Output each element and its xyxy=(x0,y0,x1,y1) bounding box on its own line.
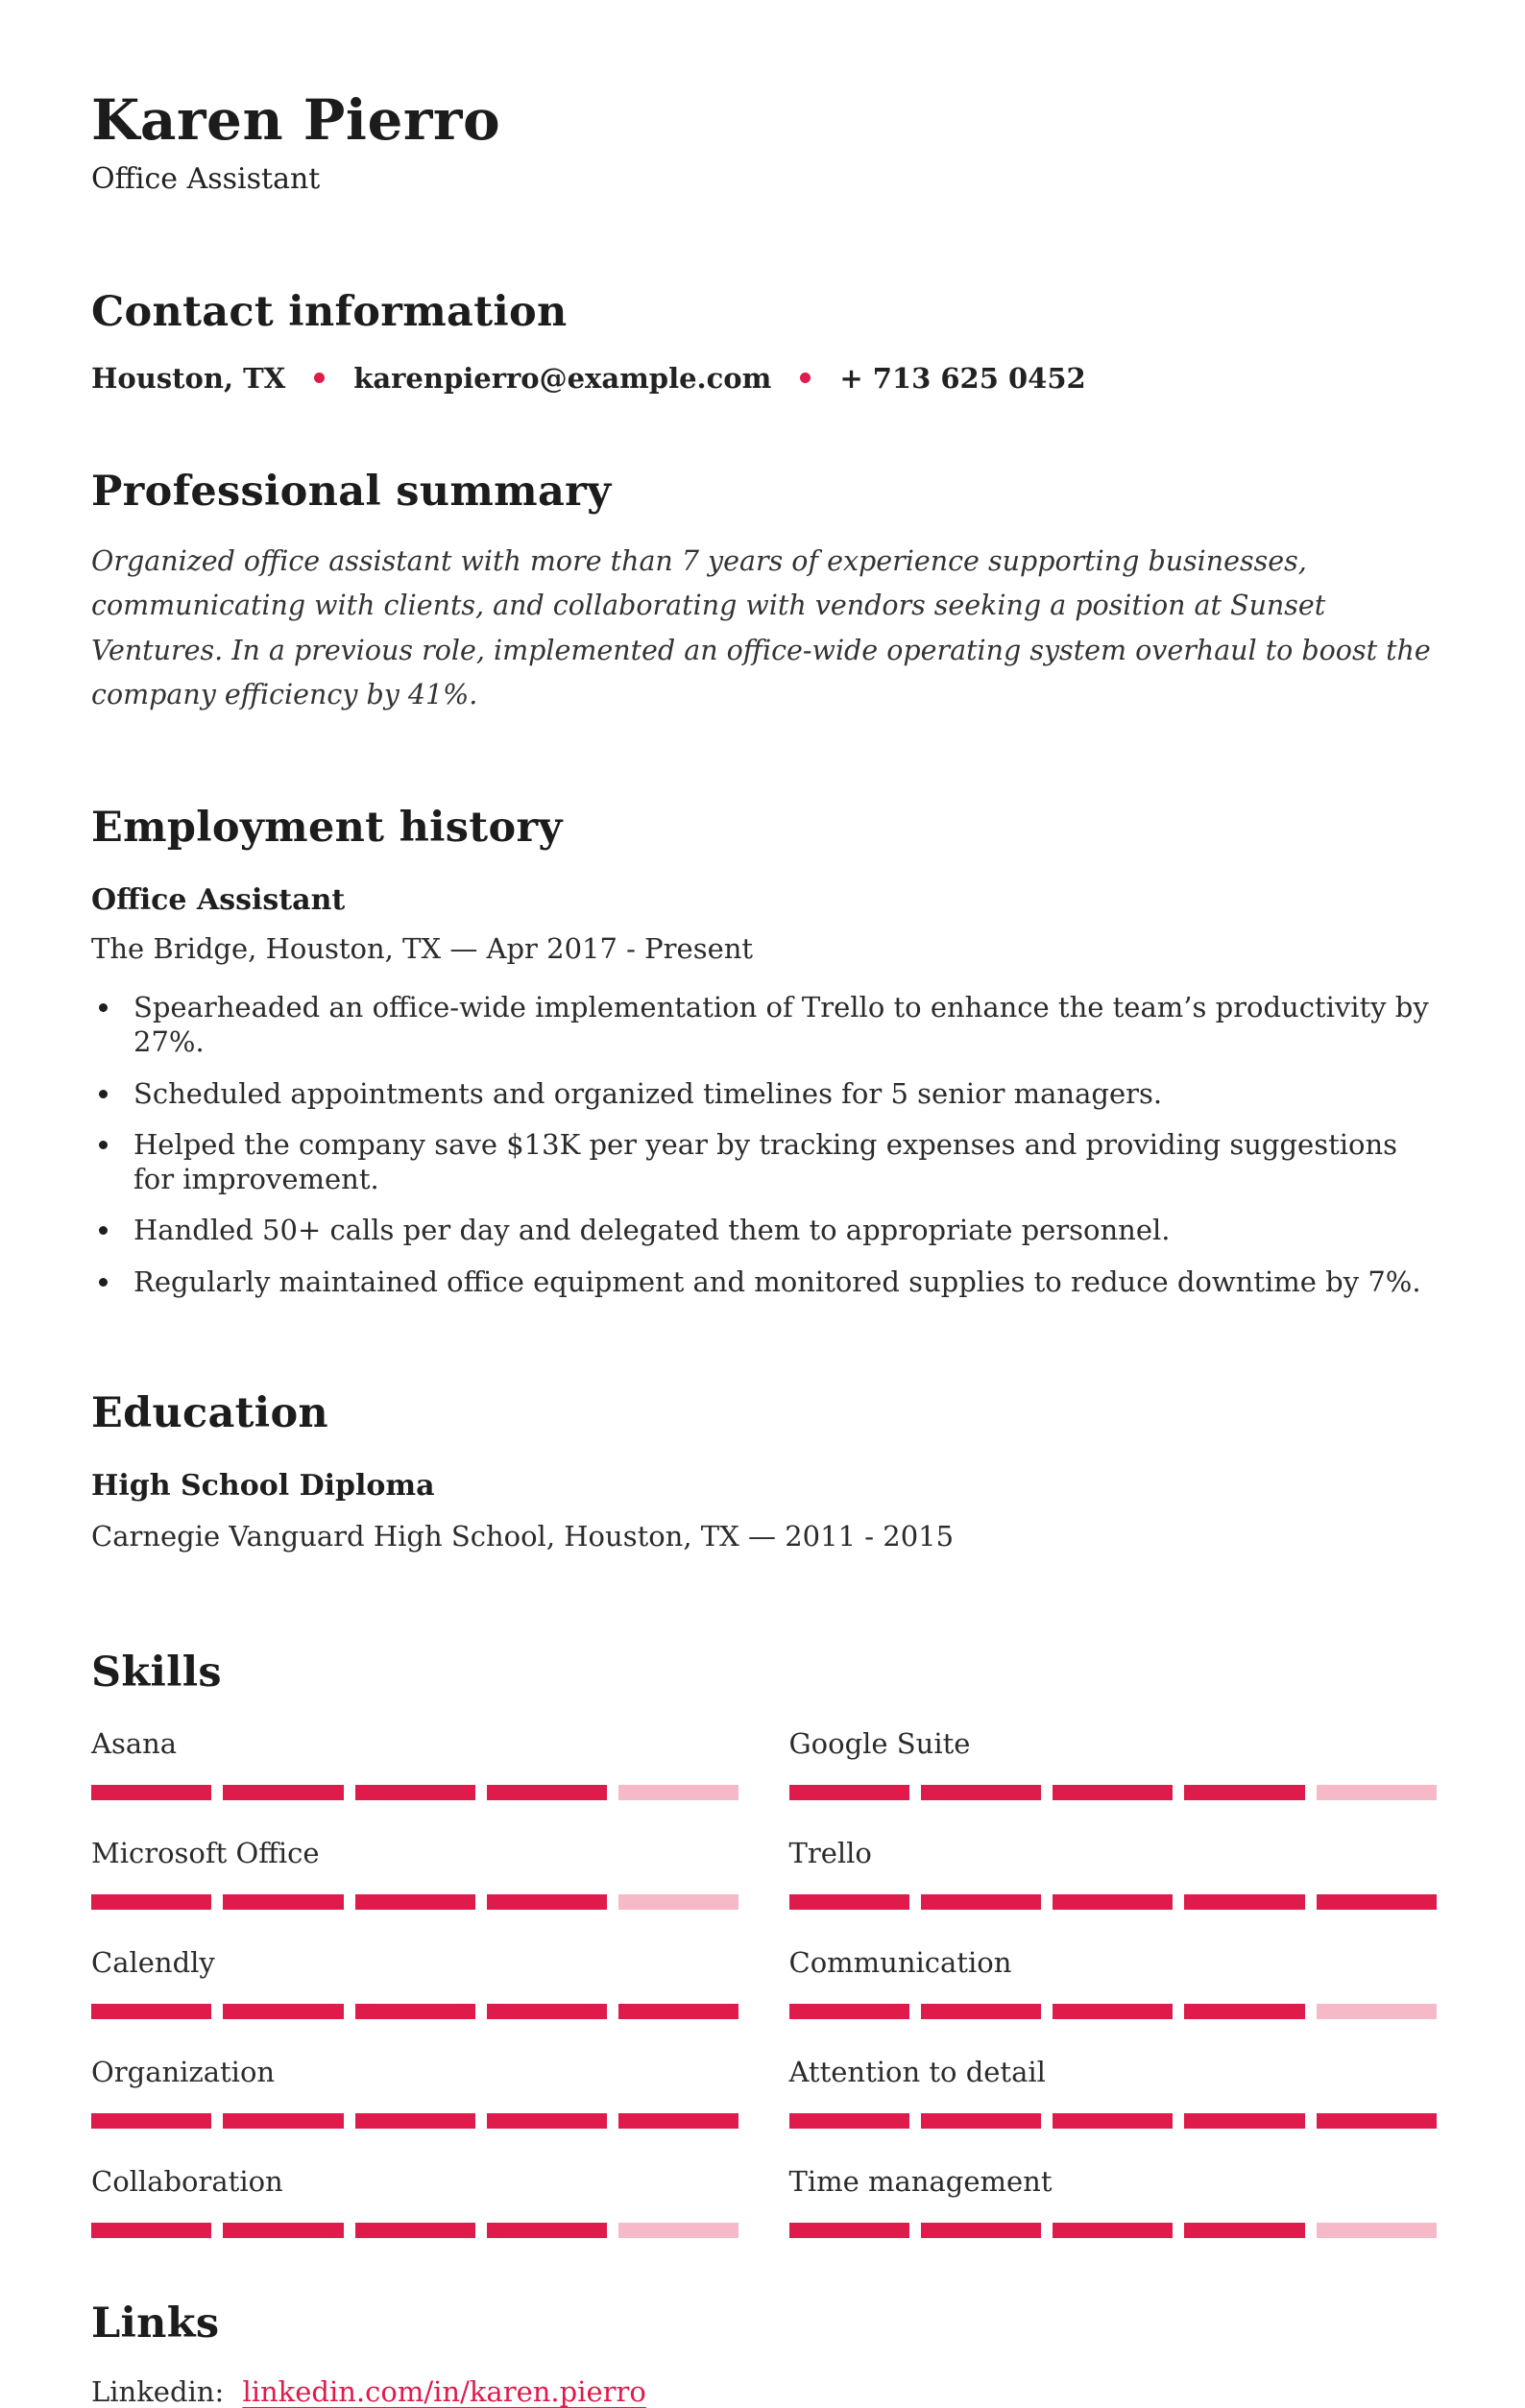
skill-segment-filled xyxy=(487,2223,607,2238)
skill-segment-filled xyxy=(91,2004,211,2019)
skill-level-bar xyxy=(789,1785,1438,1800)
skill-segment-filled xyxy=(921,2113,1041,2129)
job-bullet: Helped the company save $13K per year by tracking expenses and providing suggestions for improvement. xyxy=(133,1127,1437,1197)
skill-segment-filled xyxy=(789,2223,909,2238)
education-heading: Education xyxy=(91,1388,328,1437)
skill-item xyxy=(789,1946,1438,2019)
skill-segment-filled xyxy=(1184,2223,1304,2238)
skill-item xyxy=(789,1837,1438,1910)
skill-segment-filled xyxy=(223,2223,343,2238)
links-heading: Links xyxy=(91,2299,220,2348)
contact-heading: Contact information xyxy=(91,287,568,336)
skill-segment-filled xyxy=(91,2223,211,2238)
skill-segment-filled xyxy=(91,1785,211,1800)
skill-segment-filled xyxy=(1053,1894,1173,1910)
skill-segment-filled xyxy=(921,2004,1041,2019)
person-job-title: Office Assistant xyxy=(91,161,321,196)
skill-level-bar xyxy=(789,1894,1438,1910)
employment-heading: Employment history xyxy=(91,803,563,852)
skill-segment-filled xyxy=(223,2004,343,2019)
skill-segment-empty xyxy=(618,1894,738,1910)
skill-item xyxy=(91,1727,739,1800)
person-name: Karen Pierro xyxy=(91,87,501,153)
resume-header xyxy=(91,88,1437,196)
skill-segment-filled xyxy=(789,2004,909,2019)
skill-name: Google Suite xyxy=(788,1726,971,1760)
skills-grid xyxy=(91,1727,1437,2238)
skill-level-bar xyxy=(91,1785,739,1800)
skill-level-bar xyxy=(91,2113,739,2129)
link-label: Linkedin: xyxy=(91,2374,225,2408)
skill-name: Attention to detail xyxy=(788,2055,1046,2088)
contact-section xyxy=(91,287,1437,395)
skill-segment-filled xyxy=(1053,2113,1173,2129)
skill-level-bar xyxy=(789,2223,1438,2238)
skill-segment-empty xyxy=(1317,2004,1437,2019)
job-bullets xyxy=(91,990,1437,1299)
skill-item xyxy=(789,2165,1438,2238)
skill-name: Collaboration xyxy=(91,2164,283,2198)
skill-level-bar xyxy=(91,1894,739,1910)
skills-heading: Skills xyxy=(91,1649,222,1698)
job-meta: The Bridge, Houston, TX — Apr 2017 - Present xyxy=(91,932,754,966)
summary-heading: Professional summary xyxy=(91,467,612,516)
skill-name: Communication xyxy=(788,1945,1012,1979)
job-bullet: Handled 50+ calls per day and delegated them to appropriate personnel. xyxy=(133,1213,1437,1247)
skill-segment-filled xyxy=(355,1894,475,1910)
skill-segment-filled xyxy=(91,1894,211,1910)
summary-section xyxy=(91,467,1437,717)
skill-segment-filled xyxy=(355,2113,475,2129)
skill-segment-filled xyxy=(487,2113,607,2129)
skill-segment-filled xyxy=(618,2113,738,2129)
skill-name: Time management xyxy=(788,2164,1053,2198)
skill-segment-empty xyxy=(1317,2223,1437,2238)
dot-separator-icon xyxy=(314,373,325,383)
skill-segment-filled xyxy=(1184,1894,1304,1910)
skill-segment-filled xyxy=(789,1894,909,1910)
skill-segment-filled xyxy=(223,1894,343,1910)
summary-text: Organized office assistant with more than 7 years of experience supporting businesses, communicating with clients, and collaborating with vendors seeking a position at Sunset Ventures. In a previous role, implemented an office-wide operating system overhaul to boost the company efficiency by 41%. xyxy=(91,545,1431,710)
skill-segment-filled xyxy=(355,2004,475,2019)
skill-segment-filled xyxy=(921,2223,1041,2238)
skill-name: Calendly xyxy=(91,1945,215,1979)
skill-name: Organization xyxy=(91,2055,276,2088)
contact-email: karenpierro@example.com xyxy=(353,361,772,395)
skill-level-bar xyxy=(789,2113,1438,2129)
skill-item xyxy=(789,1727,1438,1800)
skill-level-bar xyxy=(91,2223,739,2238)
education-meta: Carnegie Vanguard High School, Houston, TX — 2011 - 2015 xyxy=(91,1520,955,1553)
employment-section xyxy=(91,803,1437,1299)
skill-segment-filled xyxy=(1184,2113,1304,2129)
skill-segment-filled xyxy=(355,1785,475,1800)
skills-section xyxy=(91,1650,1437,2237)
skill-segment-filled xyxy=(1317,1894,1437,1910)
skill-segment-filled xyxy=(1053,1785,1173,1800)
skill-level-bar xyxy=(789,2004,1438,2019)
skill-segment-empty xyxy=(618,2223,738,2238)
skill-segment-filled xyxy=(487,1894,607,1910)
skill-segment-empty xyxy=(618,1785,738,1800)
skill-segment-filled xyxy=(487,1785,607,1800)
skill-segment-filled xyxy=(1053,2004,1173,2019)
skill-level-bar xyxy=(91,2004,739,2019)
education-section xyxy=(91,1388,1437,1553)
contact-location: Houston, TX xyxy=(91,361,286,395)
skill-segment-filled xyxy=(1317,2113,1437,2129)
skill-item xyxy=(91,2056,739,2129)
skill-name: Microsoft Office xyxy=(91,1836,320,1869)
dot-separator-icon xyxy=(800,373,811,383)
contact-phone: + 713 625 0452 xyxy=(839,361,1086,395)
education-degree: High School Diploma xyxy=(91,1469,435,1504)
skill-item xyxy=(789,2056,1438,2129)
skill-item xyxy=(91,1946,739,2019)
links-section xyxy=(91,2301,1437,2408)
skill-item xyxy=(91,1837,739,1910)
skill-segment-filled xyxy=(789,2113,909,2129)
skill-segment-filled xyxy=(1184,2004,1304,2019)
skill-segment-filled xyxy=(921,1894,1041,1910)
skill-segment-filled xyxy=(487,2004,607,2019)
skill-segment-filled xyxy=(618,2004,738,2019)
skill-segment-filled xyxy=(223,1785,343,1800)
job-bullet: Spearheaded an office-wide implementation of Trello to enhance the team’s productivity by 27%. xyxy=(133,990,1437,1060)
skill-segment-filled xyxy=(1053,2223,1173,2238)
skill-segment-empty xyxy=(1317,1785,1437,1800)
skill-segment-filled xyxy=(789,1785,909,1800)
job-title: Office Assistant xyxy=(91,883,346,918)
contact-row xyxy=(91,362,1437,395)
skill-segment-filled xyxy=(921,1785,1041,1800)
skill-segment-filled xyxy=(223,2113,343,2129)
links-row xyxy=(91,2375,1437,2408)
skill-segment-filled xyxy=(355,2223,475,2238)
skill-segment-filled xyxy=(1184,1785,1304,1800)
job-bullet: Scheduled appointments and organized timelines for 5 senior managers. xyxy=(133,1076,1437,1111)
skill-name: Trello xyxy=(788,1836,872,1869)
skill-segment-filled xyxy=(91,2113,211,2129)
skill-item xyxy=(91,2165,739,2238)
linkedin-link[interactable]: linkedin.com/in/karen.pierro xyxy=(242,2374,646,2408)
skill-name: Asana xyxy=(91,1726,178,1760)
job-bullet: Regularly maintained office equipment and monitored supplies to reduce downtime by 7%. xyxy=(133,1264,1437,1299)
